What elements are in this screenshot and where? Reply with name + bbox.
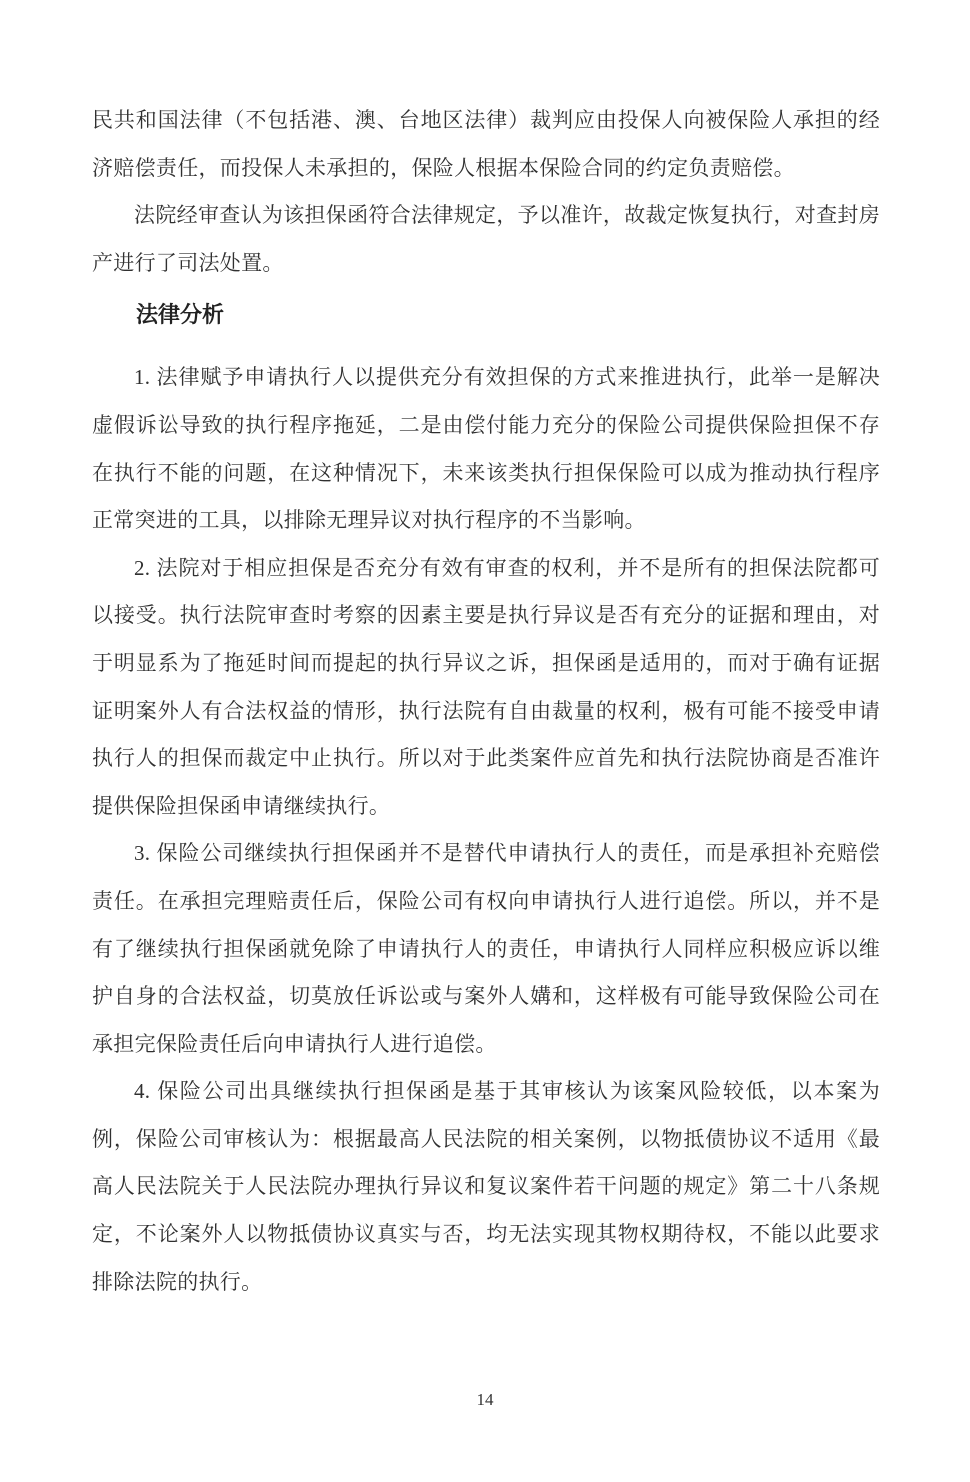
paragraph-continuation: 民共和国法律（不包括港、澳、台地区法律）裁判应由投保人向被保险人承担的经济赔偿责任，而投保人未承担的，保险人根据本保险合同的约定负责赔偿。: [92, 108, 880, 180]
paragraph-court-ruling: 法院经审查认为该担保函符合法律规定，予以准许，故裁定恢复执行，对查封房产进行了司法处置。: [92, 203, 880, 275]
page-number: 14: [476, 1390, 494, 1409]
paragraph-analysis-4: 4. 保险公司出具继续执行担保函是基于其审核认为该案风险较低，以本案为例，保险公司审核认为：根据最高人民法院的相关案例，以物抵债协议不适用《最高人民法院关于人民法院办理执行异议和复议案件若干问题的规定》第二十八条规定，不论案外人以物抵债协议真实与否，均无法实现其物权期待权，不能以此要求排除法院的执行。: [92, 1079, 880, 1294]
paragraph-analysis-3: 3. 保险公司继续执行担保函并不是替代申请执行人的责任，而是承担补充赔偿责任。在承担完理赔责任后，保险公司有权向申请执行人进行追偿。所以，并不是有了继续执行担保函就免除了申请执行人的责任，申请执行人同样应积极应诉以维护自身的合法权益，切莫放任诉讼或与案外人媾和，这样极有可能导致保险公司在承担完保险责任后向申请执行人进行追偿。: [92, 841, 880, 1056]
document-content: [92, 97, 880, 1306]
section-heading-legal-analysis: 法律分析: [136, 302, 225, 328]
paragraph-analysis-1: 1. 法律赋予申请执行人以提供充分有效担保的方式来推进执行，此举一是解决虚假诉讼导致的执行程序拖延，二是由偿付能力充分的保险公司提供保险担保不存在执行不能的问题，在这种情况下，未来该类执行担保保险可以成为推动执行程序正常突进的工具，以排除无理异议对执行程序的不当影响。: [92, 365, 880, 533]
page-footer: [0, 1390, 970, 1410]
paragraph-analysis-2: 2. 法院对于相应担保是否充分有效有审查的权利，并不是所有的担保法院都可以接受。执行法院审查时考察的因素主要是执行异议是否有充分的证据和理由，对于明显系为了拖延时间而提起的执行异议之诉，担保函是适用的，而对于确有证据证明案外人有合法权益的情形，执行法院有自由裁量的权利，极有可能不接受申请执行人的担保而裁定中止执行。所以对于此类案件应首先和执行法院协商是否准许提供保险担保函申请继续执行。: [92, 555, 880, 818]
